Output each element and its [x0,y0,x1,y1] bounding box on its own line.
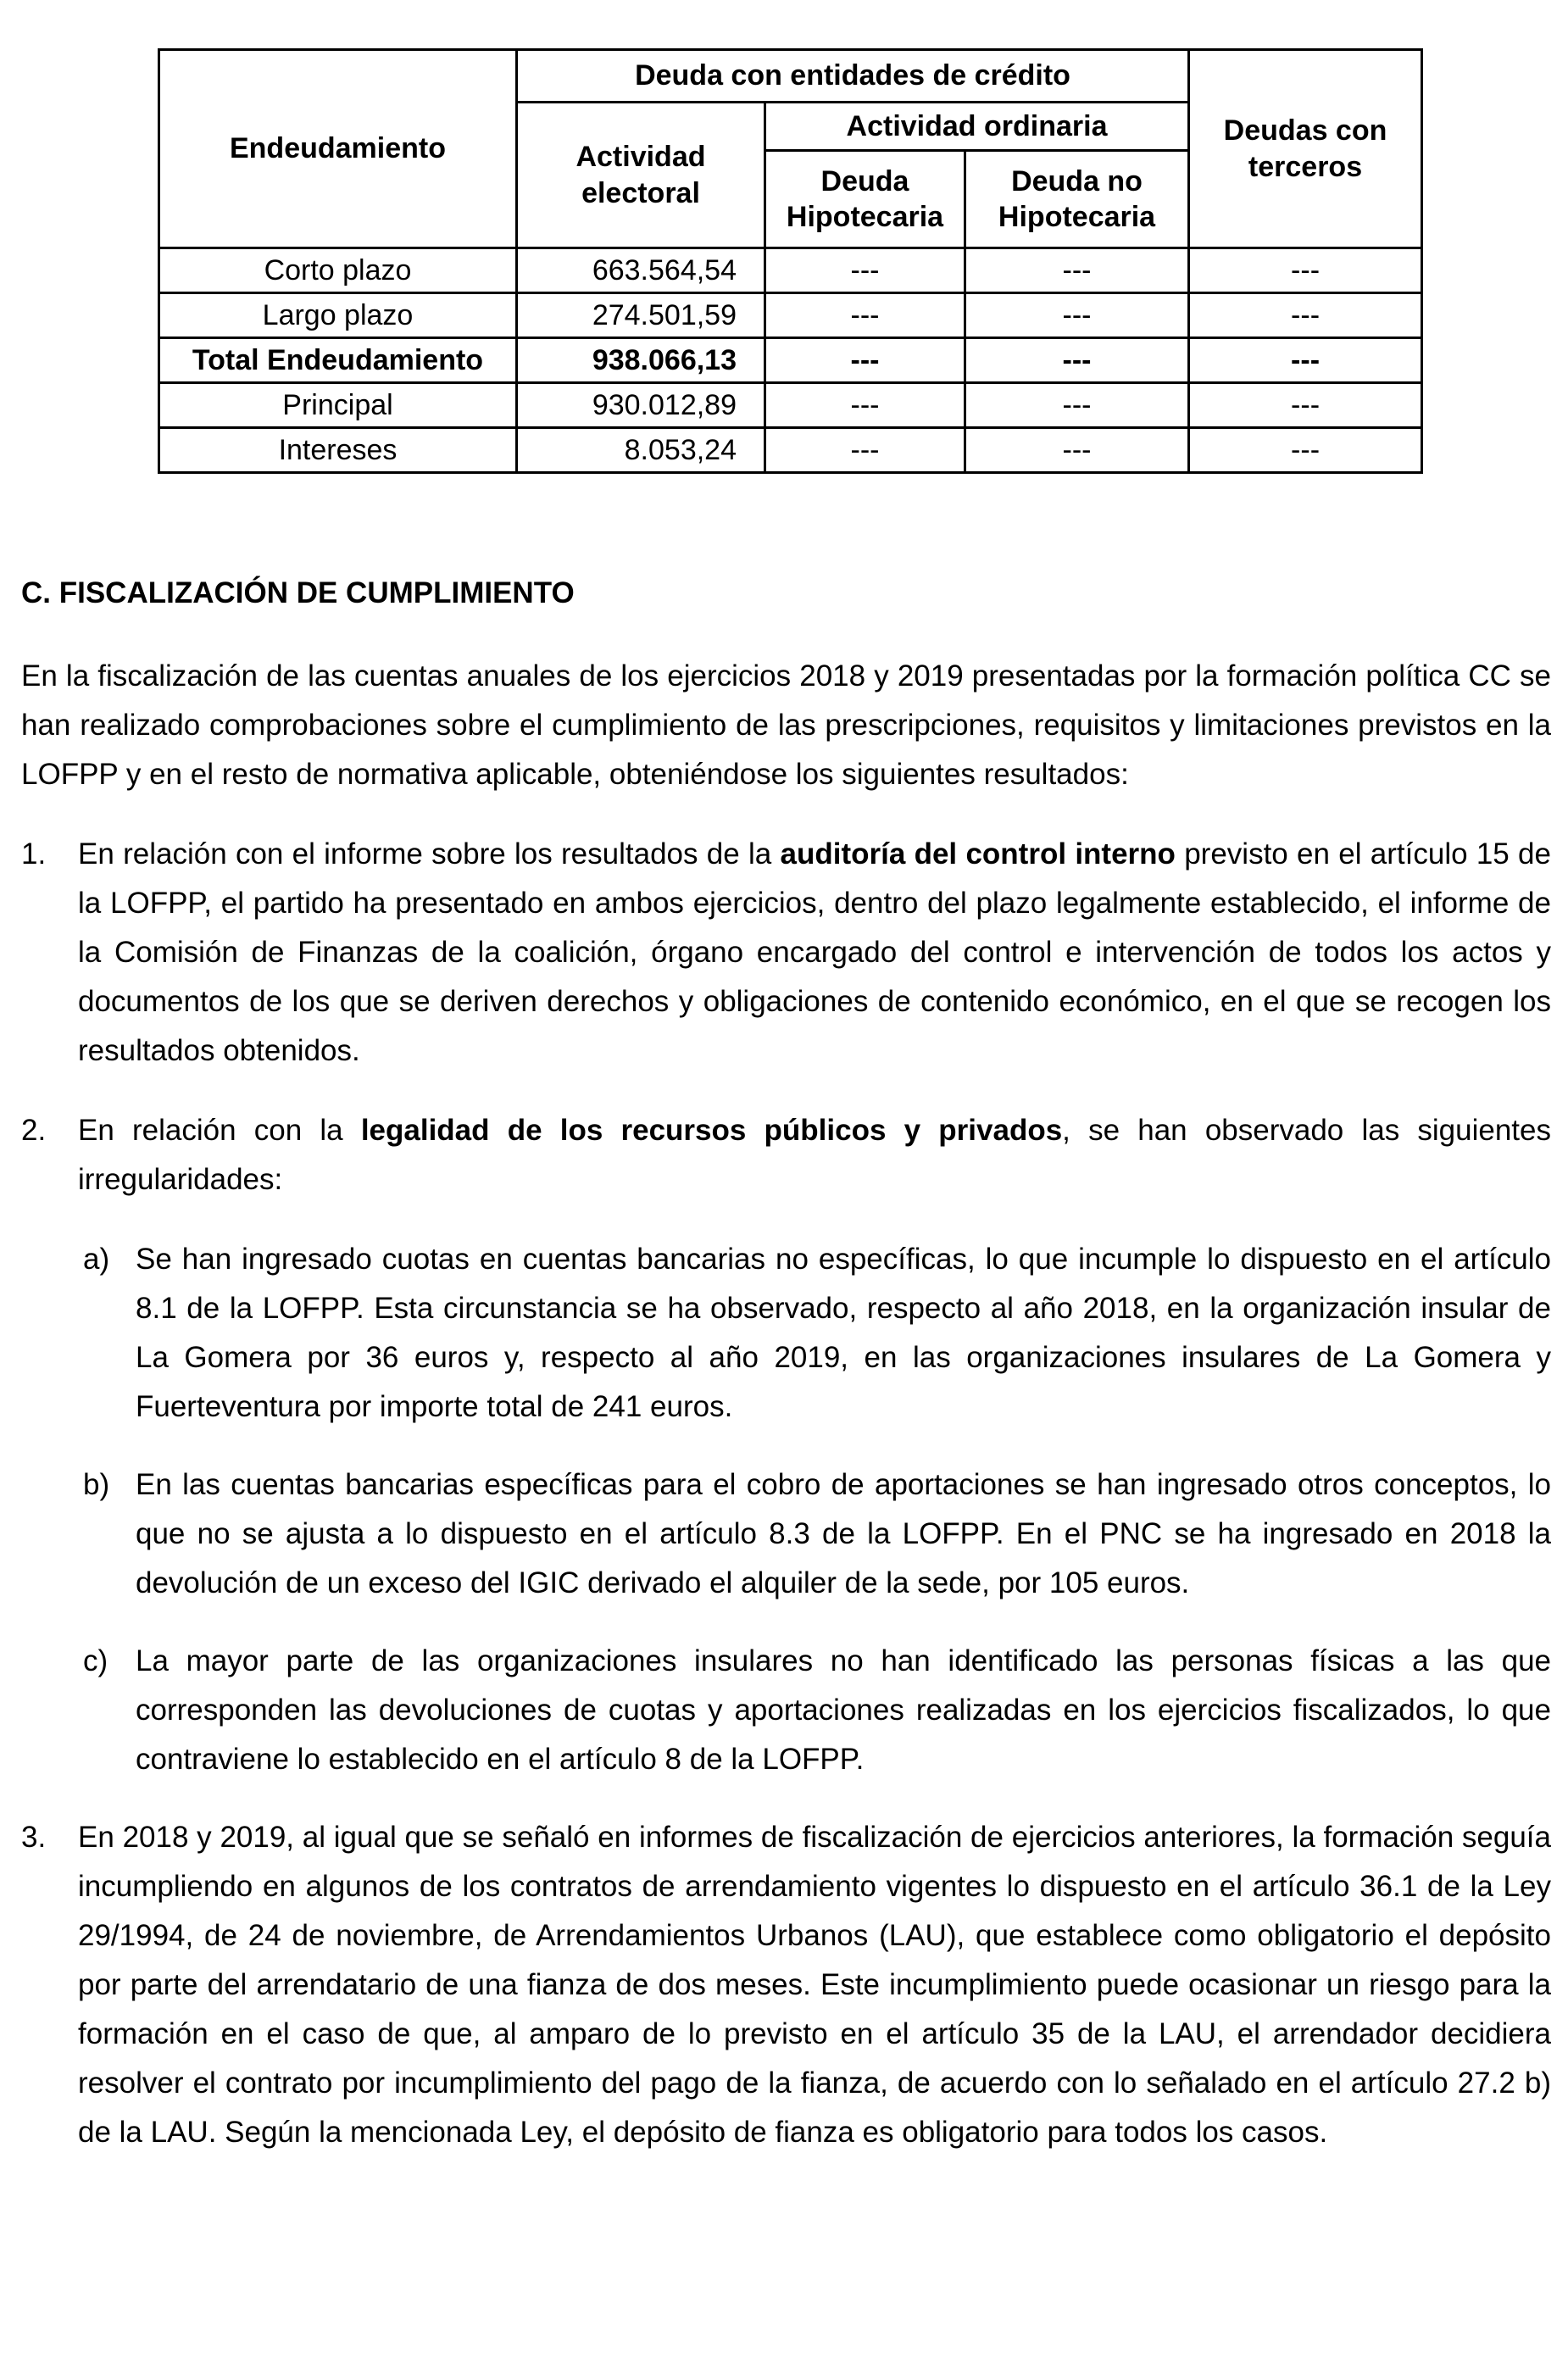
table-header-row-1 [159,50,1422,103]
lettered-item-c [83,1637,1551,1784]
row-label: Corto plazo [159,248,517,293]
header-actividad-ordinaria: Actividad ordinaria [765,103,1189,151]
item-text [78,1106,1551,1204]
lettered-item-b [83,1460,1551,1608]
item-letter: a) [83,1243,110,1276]
cell-deuda-no-hipotecaria: --- [965,248,1189,293]
cell-deuda-hipotecaria: --- [765,248,965,293]
cell-deuda-hipotecaria: --- [765,293,965,338]
cell-actividad-electoral: 663.564,54 [517,248,765,293]
cell-deuda-hipotecaria: --- [765,383,965,428]
section-heading: C. FISCALIZACIÓN DE CUMPLIMIENTO [21,576,575,609]
table-row-total-endeudamiento [159,338,1422,383]
row-label: Total Endeudamiento [159,338,517,383]
lettered-item-a [83,1235,1551,1432]
header-deudas-con-terceros: Deudas con terceros [1189,50,1422,248]
header-deuda-no-hipotecaria: Deuda no Hipotecaria [965,151,1189,248]
table-row-largo-plazo [159,293,1422,338]
cell-deuda-no-hipotecaria: --- [965,338,1189,383]
cell-deudas-terceros: --- [1189,383,1422,428]
cell-deudas-terceros: --- [1189,338,1422,383]
table-row-intereses [159,428,1422,473]
row-label: Intereses [159,428,517,473]
header-deuda-hipotecaria: Deuda Hipotecaria [765,151,965,248]
text-segment: , se han observado las siguientes irregularidades: [78,1114,1551,1196]
item-letter: c) [83,1644,108,1677]
cell-deuda-no-hipotecaria: --- [965,428,1189,473]
bold-text-segment: legalidad de los recursos públicos y privados [360,1114,1063,1147]
header-endeudamiento: Endeudamiento [159,50,517,248]
cell-deudas-terceros: --- [1189,248,1422,293]
cell-deuda-no-hipotecaria: --- [965,293,1189,338]
cell-deudas-terceros: --- [1189,428,1422,473]
text-segment: previsto en el artículo 15 de la LOFPP, el partido ha presentado en ambos ejercicios, dentro del plazo legalmente establecido, el informe de la Comisión de Finanzas de la coalición, órgano encargado del control e intervención de todos los actos y documentos de los que se deriven derechos y obligaciones de contenido económico, en el que se recogen los resultados obtenidos. [78,837,1551,1067]
table-row-corto-plazo [159,248,1422,293]
cell-actividad-electoral: 930.012,89 [517,383,765,428]
numbered-item-3 [21,1813,1551,2157]
bold-text-segment: auditoría del control interno [780,837,1176,871]
row-label: Largo plazo [159,293,517,338]
cell-deuda-hipotecaria: --- [765,428,965,473]
debt-summary-table [158,48,1423,474]
intro-paragraph: En la fiscalización de las cuentas anuales de los ejercicios 2018 y 2019 presentadas por la formación política CC se han realizado comprobaciones sobre el cumplimiento de las prescripciones, requisitos y limitaciones previstos en la LOFPP y en el resto de normativa aplicable, obteniéndose los siguientes resultados: [21,659,1551,791]
item-text: La mayor parte de las organizaciones insulares no han identificado las personas físicas a las que corresponden las devoluciones de cuotas y aportaciones realizadas en los ejercicios fiscalizados, lo que contraviene lo establecido en el artículo 8 de la LOFPP. [136,1644,1551,1776]
item-number: 1. [21,837,47,871]
cell-deuda-hipotecaria: --- [765,338,965,383]
table-row-principal [159,383,1422,428]
cell-deudas-terceros: --- [1189,293,1422,338]
cell-actividad-electoral: 8.053,24 [517,428,765,473]
header-actividad-electoral: Actividad electoral [517,103,765,248]
cell-actividad-electoral: 938.066,13 [517,338,765,383]
cell-deuda-no-hipotecaria: --- [965,383,1189,428]
text-segment: En relación con el informe sobre los resultados de la [78,837,781,871]
item-text: En 2018 y 2019, al igual que se señaló en informes de fiscalización de ejercicios anteriores, la formación seguía incumpliendo en algunos de los contratos de arrendamiento vigentes lo dispuesto en el artículo 36.1 de la Ley 29/1994, de 24 de noviembre, de Arrendamientos Urbanos (LAU), que establece como obligatorio el depósito por parte del arrendatario de una fianza de dos meses. Este incumplimiento puede ocasionar un riesgo para la formación en el caso de que, al amparo de lo previsto en el artículo 35 de la LAU, el arrendador decidiera resolver el contrato por incumplimiento del pago de la fianza, de acuerdo con lo señalado en el artículo 27.2 b) de la LAU. Según la mencionada Ley, el depósito de fianza es obligatorio para todos los casos. [78,1821,1551,2149]
text-segment: En relación con la [78,1114,361,1147]
header-deuda-entidades-credito: Deuda con entidades de crédito [517,50,1189,103]
numbered-item-2 [21,1106,1551,1204]
row-label: Principal [159,383,517,428]
item-letter: b) [83,1468,110,1501]
item-text: Se han ingresado cuotas en cuentas bancarias no específicas, lo que incumple lo dispuesto en el artículo 8.1 de la LOFPP. Esta circunstancia se ha observado, respecto al año 2018, en la organización insular de La Gomera por 36 euros y, respecto al año 2019, en las organizaciones insulares de La Gomera y Fuerteventura por importe total de 241 euros. [136,1243,1551,1423]
item-number: 2. [21,1114,47,1147]
cell-actividad-electoral: 274.501,59 [517,293,765,338]
item-text: En las cuentas bancarias específicas para el cobro de aportaciones se han ingresado otros conceptos, lo que no se ajusta a lo dispuesto en el artículo 8.3 de la LOFPP. En el PNC se ha ingresado en 2018 la devolución de un exceso del IGIC derivado el alquiler de la sede, por 105 euros. [136,1468,1551,1599]
numbered-item-1 [21,830,1551,1076]
item-text [78,830,1551,1076]
item-number: 3. [21,1821,47,1854]
